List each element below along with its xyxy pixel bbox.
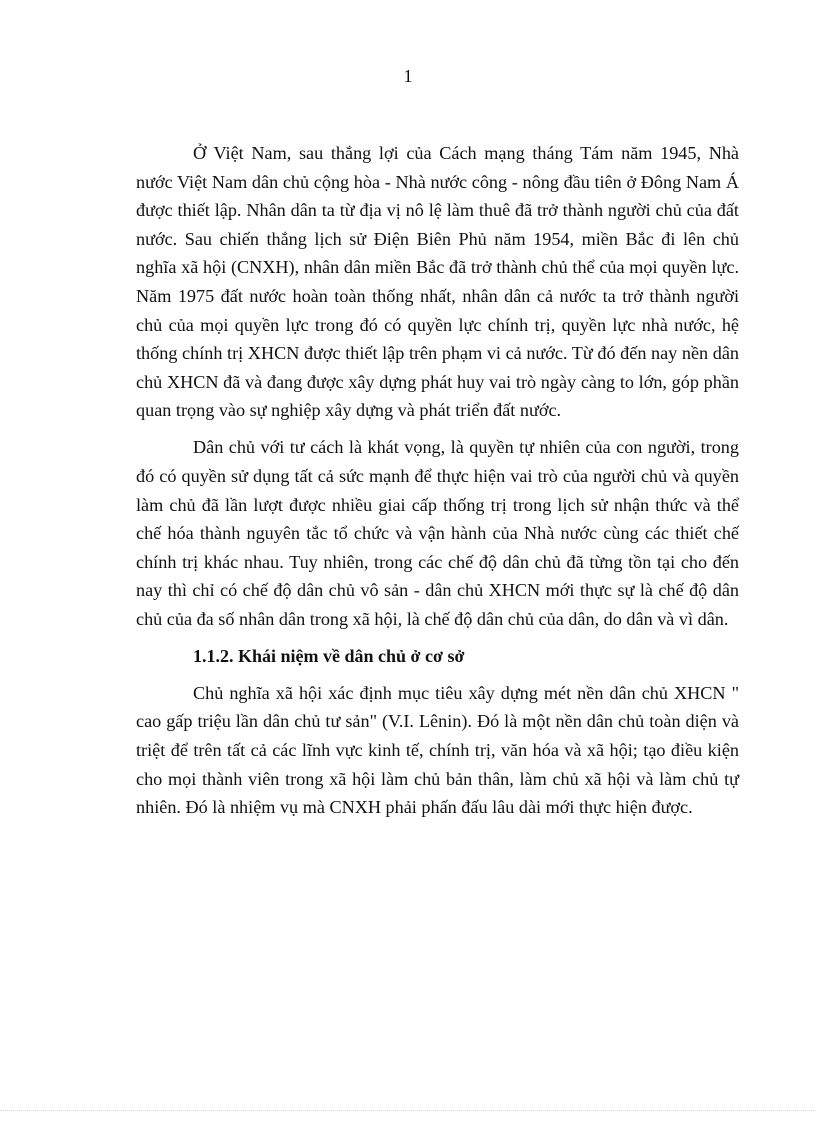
paragraph-vietnam-history: Ở Việt Nam, sau thắng lợi của Cách mạng tháng Tám năm 1945, Nhà nước Việt Nam dân chủ cộng hòa - Nhà nước công - nông đầu tiên ở Đông Nam Á được thiết lập. Nhân dân ta từ địa vị nô lệ làm thuê đã trở thành người chủ của đất nước. Sau chiến thắng lịch sử Điện Biên Phủ năm 1954, miền Bắc đi lên chủ nghĩa xã hội (CNXH), nhân dân miền Bắc đã trở thành chủ thể của mọi quyền lực. Năm 1975 đất nước hoàn toàn thống nhất, nhân dân cả nước ta trở thành người chủ của mọi quyền lực trong đó có quyền lực chính trị, quyền lực nhà nước, hệ thống chính trị XHCN được thiết lập trên phạm vi cả nước. Từ đó đến nay nền dân chủ XHCN đã và đang được xây dựng phát huy vai trò ngày càng to lớn, góp phần quan trọng vào sự nghiệp xây dựng và phát triển đất nước.: [136, 143, 739, 421]
page-number: 1: [403, 66, 413, 86]
paragraph-grassroots-democracy: Chủ nghĩa xã hội xác định mục tiêu xây dựng mét nền dân chủ XHCN " cao gấp triệu lần dân chủ tư sản" (V.I. Lênin). Đó là một nền dân chủ toàn diện và triệt để trên tất cả các lĩnh vực kinh tế, chính trị, văn hóa và xã hội; tạo điều kiện cho mọi thành viên trong xã hội làm chủ bản thân, làm chủ xã hội và làm chủ tự nhiên. Đó là nhiệm vụ mà CNXH phải phấn đấu lâu dài mới thực hiện được.: [136, 682, 739, 818]
page-bottom-divider: [0, 1110, 816, 1111]
section-heading: 1.1.2. Khái niệm về dân chủ ở cơ sở: [193, 645, 465, 666]
paragraph-democracy-definition: Dân chủ với tư cách là khát vọng, là quyền tự nhiên của con người, trong đó có quyền sử dụng tất cả sức mạnh để thực hiện vai trò của người chủ và quyền làm chủ đã lần lượt được nhiều giai cấp thống trị trong lịch sử nhận thức và thể chế hóa thành nguyên tắc tổ chức và vận hành của Nhà nước cùng các thiết chế chính trị khác nhau. Tuy nhiên, trong các chế độ dân chủ đã từng tồn tại cho đến nay thì chỉ có chế độ dân chủ vô sản - dân chủ XHCN mới thực sự là chế độ dân chủ của đa số nhân dân trong xã hội, là chế độ dân chủ của dân, do dân và vì dân.: [136, 437, 739, 629]
document-body: [136, 139, 739, 830]
